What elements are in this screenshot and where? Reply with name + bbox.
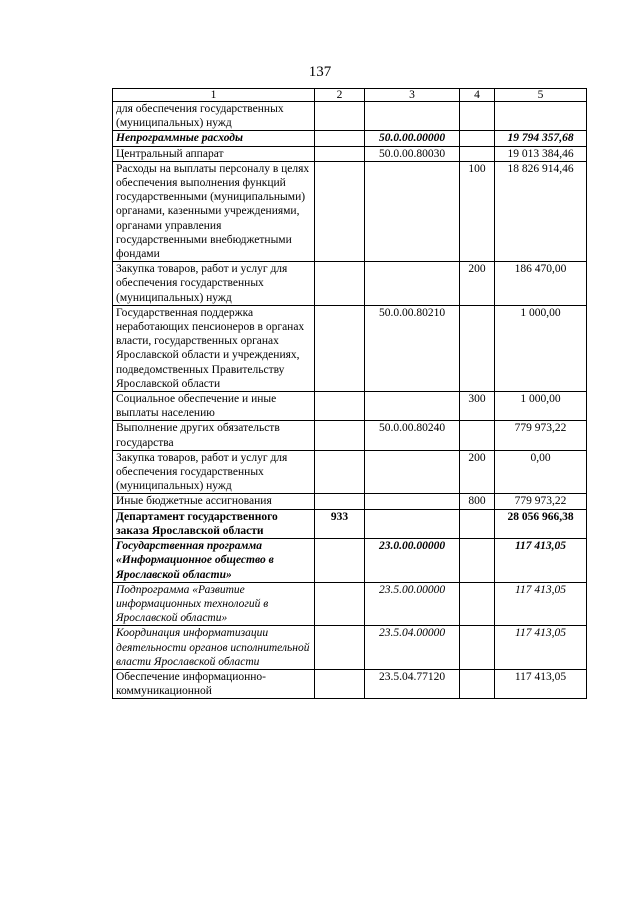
column-header: 4: [460, 89, 495, 102]
row-amount-cell: 1 000,00: [495, 305, 587, 391]
table-row: [113, 450, 587, 494]
row-kind-cell: 200: [460, 450, 495, 494]
table-row: [113, 131, 587, 146]
row-ministry-cell: 933: [315, 509, 365, 538]
table-row: [113, 669, 587, 698]
row-name-cell: Государственная программа «Информационное общество в Ярославской области»: [113, 539, 315, 583]
row-name-cell: Обеспечение информационно-коммуникационной: [113, 669, 315, 698]
row-amount-cell: 28 056 966,38: [495, 509, 587, 538]
row-amount-cell: 19 013 384,46: [495, 146, 587, 161]
row-ministry-cell: [315, 102, 365, 131]
row-name-cell: Подпрограмма «Развитие информационных технологий в Ярославской области»: [113, 582, 315, 626]
row-name-cell: Координация информатизации деятельности органов исполнительной власти Ярославской области: [113, 626, 315, 670]
row-ministry-cell: [315, 494, 365, 509]
column-header: 5: [495, 89, 587, 102]
row-amount-cell: 779 973,22: [495, 421, 587, 450]
row-ministry-cell: [315, 392, 365, 421]
row-code-cell: 23.5.00.00000: [365, 582, 460, 626]
table-row: [113, 539, 587, 583]
row-code-cell: [365, 102, 460, 131]
row-name-cell: Выполнение других обязательств государства: [113, 421, 315, 450]
row-amount-cell: [495, 102, 587, 131]
row-code-cell: [365, 262, 460, 306]
row-kind-cell: [460, 509, 495, 538]
row-ministry-cell: [315, 146, 365, 161]
table-row: [113, 161, 587, 261]
row-ministry-cell: [315, 450, 365, 494]
table-row: [113, 421, 587, 450]
row-ministry-cell: [315, 539, 365, 583]
column-header: 2: [315, 89, 365, 102]
row-amount-cell: 117 413,05: [495, 582, 587, 626]
row-name-cell: Закупка товаров, работ и услуг для обеспечения государственных (муниципальных) нужд: [113, 450, 315, 494]
row-name-cell: Иные бюджетные ассигнования: [113, 494, 315, 509]
row-kind-cell: [460, 305, 495, 391]
row-kind-cell: 800: [460, 494, 495, 509]
row-kind-cell: 300: [460, 392, 495, 421]
row-code-cell: 23.5.04.00000: [365, 626, 460, 670]
budget-table: [112, 88, 587, 699]
column-header: 3: [365, 89, 460, 102]
table-row: [113, 509, 587, 538]
table-row: [113, 305, 587, 391]
row-amount-cell: 1 000,00: [495, 392, 587, 421]
table-body: [113, 102, 587, 699]
row-code-cell: 23.5.04.77120: [365, 669, 460, 698]
row-ministry-cell: [315, 626, 365, 670]
row-kind-cell: [460, 146, 495, 161]
row-amount-cell: 779 973,22: [495, 494, 587, 509]
table-row: [113, 392, 587, 421]
row-name-cell: Непрограммные расходы: [113, 131, 315, 146]
row-kind-cell: 200: [460, 262, 495, 306]
row-code-cell: 50.0.00.80030: [365, 146, 460, 161]
row-amount-cell: 186 470,00: [495, 262, 587, 306]
row-amount-cell: 117 413,05: [495, 669, 587, 698]
row-kind-cell: [460, 102, 495, 131]
row-name-cell: для обеспечения государственных (муниципальных) нужд: [113, 102, 315, 131]
row-code-cell: [365, 161, 460, 261]
row-code-cell: 50.0.00.80210: [365, 305, 460, 391]
row-amount-cell: 117 413,05: [495, 539, 587, 583]
row-amount-cell: 117 413,05: [495, 626, 587, 670]
row-kind-cell: [460, 669, 495, 698]
row-code-cell: [365, 450, 460, 494]
row-ministry-cell: [315, 582, 365, 626]
row-code-cell: 50.0.00.00000: [365, 131, 460, 146]
row-ministry-cell: [315, 669, 365, 698]
row-name-cell: Департамент государственного заказа Ярославской области: [113, 509, 315, 538]
table-row: [113, 626, 587, 670]
table-row: [113, 582, 587, 626]
table-row: [113, 262, 587, 306]
row-code-cell: [365, 392, 460, 421]
row-name-cell: Государственная поддержка неработающих пенсионеров в органах власти, государственных органах Ярославской области и учреждениях, подведомственных Правительству Ярославской области: [113, 305, 315, 391]
row-kind-cell: [460, 539, 495, 583]
page-number: 137: [308, 64, 332, 80]
row-name-cell: Социальное обеспечение и иные выплаты населению: [113, 392, 315, 421]
row-kind-cell: [460, 626, 495, 670]
column-header-row: [113, 89, 587, 102]
row-ministry-cell: [315, 262, 365, 306]
row-code-cell: 50.0.00.80240: [365, 421, 460, 450]
row-kind-cell: [460, 131, 495, 146]
row-amount-cell: 19 794 357,68: [495, 131, 587, 146]
row-name-cell: Центральный аппарат: [113, 146, 315, 161]
table-row: [113, 494, 587, 509]
row-code-cell: [365, 509, 460, 538]
table-row: [113, 146, 587, 161]
row-amount-cell: 0,00: [495, 450, 587, 494]
table-row: [113, 102, 587, 131]
row-code-cell: [365, 494, 460, 509]
row-name-cell: Расходы на выплаты персоналу в целях обеспечения выполнения функций государственными (муниципальными) органами, казенными учреждениями, органами управления государственными внебюджетными фондами: [113, 161, 315, 261]
row-kind-cell: 100: [460, 161, 495, 261]
row-amount-cell: 18 826 914,46: [495, 161, 587, 261]
row-ministry-cell: [315, 131, 365, 146]
row-kind-cell: [460, 582, 495, 626]
row-kind-cell: [460, 421, 495, 450]
column-header: 1: [113, 89, 315, 102]
row-ministry-cell: [315, 421, 365, 450]
row-code-cell: 23.0.00.00000: [365, 539, 460, 583]
row-ministry-cell: [315, 161, 365, 261]
row-ministry-cell: [315, 305, 365, 391]
row-name-cell: Закупка товаров, работ и услуг для обеспечения государственных (муниципальных) нужд: [113, 262, 315, 306]
